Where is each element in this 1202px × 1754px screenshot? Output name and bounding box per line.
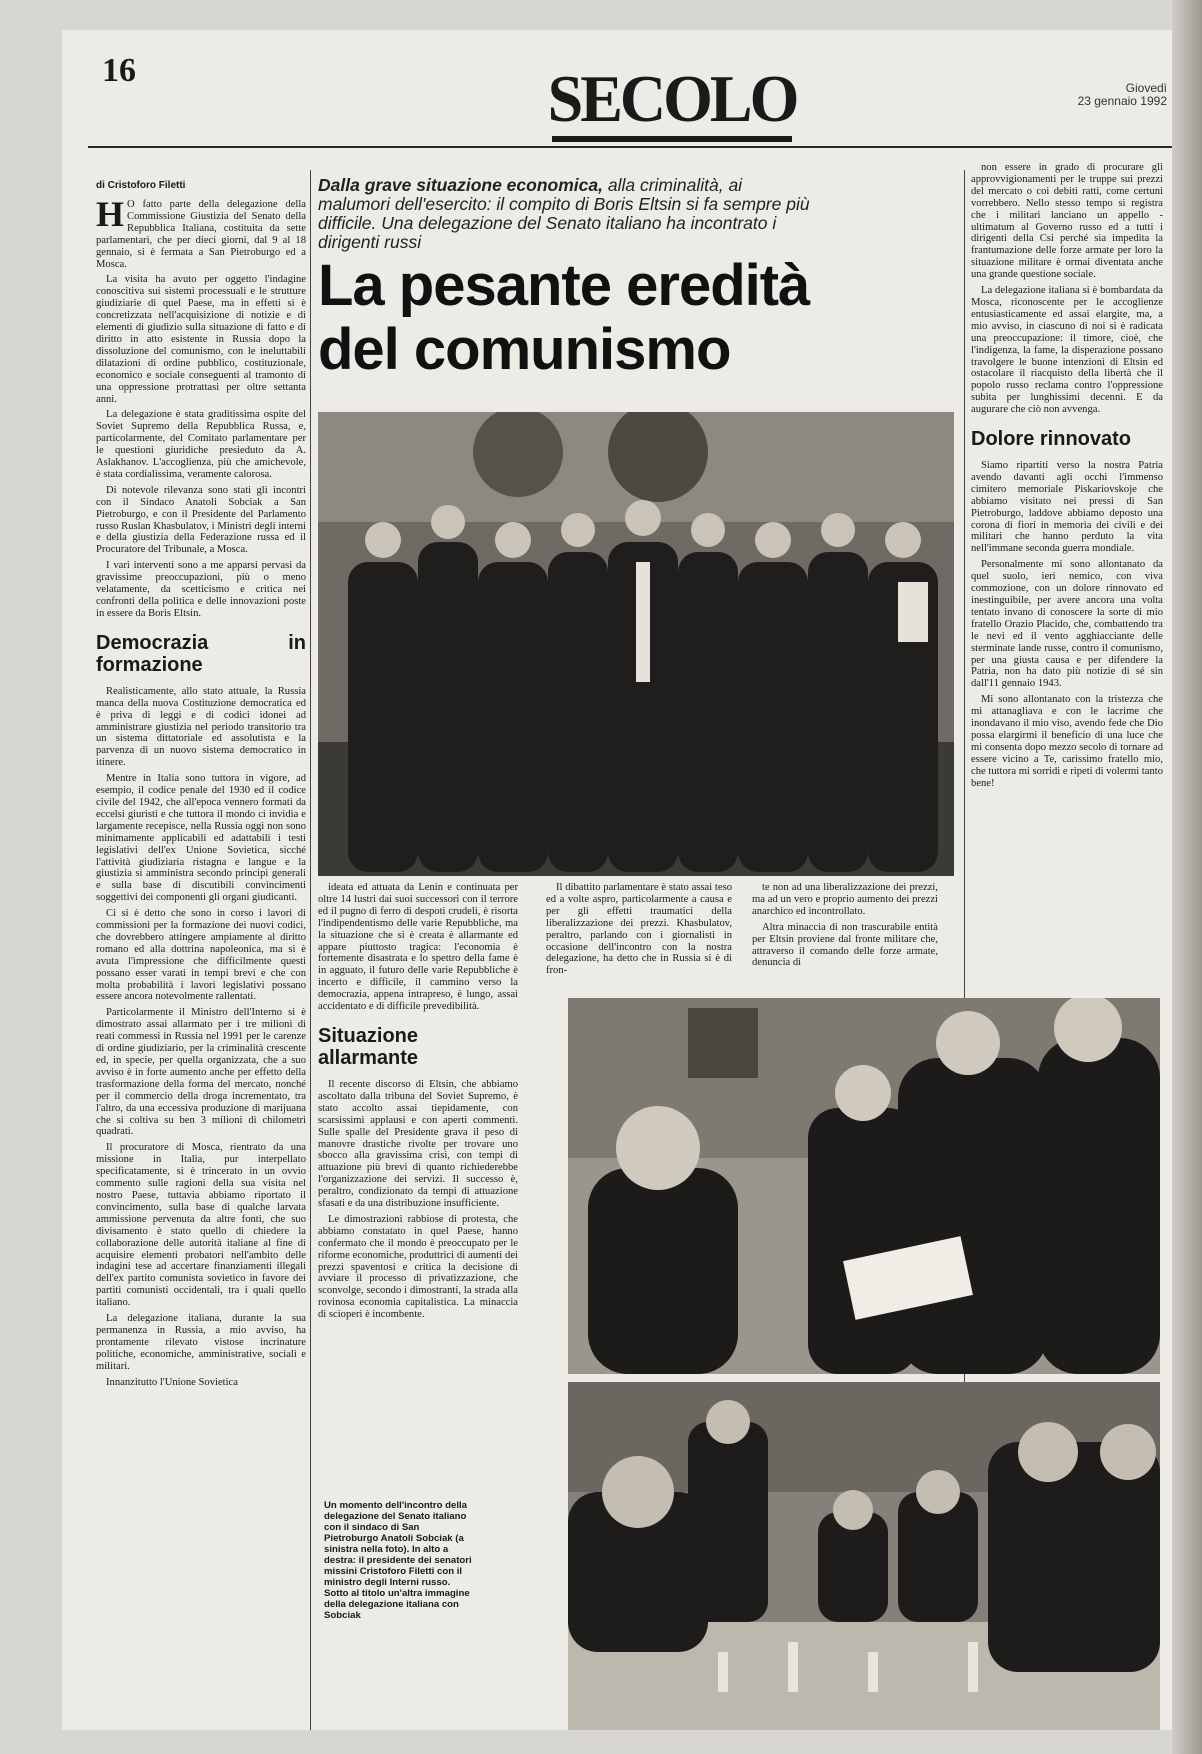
paragraph: Siamo ripartiti verso la nostra Patria avendo davanti agli occhi l'immenso cimitero memoriale Piskariovskoje che abbiamo visitato nei pressi di San Pietroburgo, laddove abbiamo deposto una corona di fiori in memoria dei civili e dei militari che hanno perduto la vita nell'immane seconda guerra mondiale. — [971, 460, 1163, 555]
paragraph: Realisticamente, allo stato attuale, la Russia manca della nuova Costituzione democratica ed è priva di leggi e di codici idonei ad amministrare giustizia nel periodo transitorio tra un sistema dittatoriale ed assolutista e la parvenza di un nuovo sistema democratico in itinere. — [96, 685, 306, 769]
right-column — [971, 162, 1163, 794]
mid-column-2 — [546, 882, 732, 981]
subhead-democrazia: Democrazia in formazione — [96, 631, 306, 676]
paragraph: Il dibattito parlamentare è stato assai teso ed a volte aspro, particolarmente a causa e per gli effetti traumatici della liberalizzazione dei prezzi. Khasbulatov, peraltro, parlando con i giornalisti in occasione dell'incontro con la nostra delegazione, ha detto che in Russia si è di fron- — [546, 882, 732, 977]
left-paragraphs — [96, 194, 306, 620]
issue-day: Giovedì — [1125, 81, 1167, 95]
binding-shadow — [1172, 0, 1202, 1754]
deck-bold: Dalla grave situazione economica, — [318, 175, 603, 195]
right-paragraphs-2 — [971, 460, 1163, 789]
paragraph: te non ad una liberalizzazione dei prezzi, ma ad un vero e proprio aumento dei prezzi anarchico ed incontrollato. — [752, 882, 938, 917]
photo-delegation-group — [318, 412, 954, 876]
issue-date-text: 23 gennaio 1992 — [1077, 94, 1167, 108]
paragraph: La delegazione italiana si è bombardata da Mosca, riconoscente per le accoglienze entusiasticamente ed assai elargite, ma, a mio avviso, in ciascuno di noi si è radicata una preoccupazione: il timore, cioè, che l'indigenza, la fame, la disperazione possano travolgere le buone intenzioni di Eltsin ed ostacolare il riacquisto della libertà che il popolo russo reclama contro l'oppressione subita per lunghissimi decenni. E da augurare che ciò non avvenga. — [971, 285, 1163, 416]
paragraph: Personalmente mi sono allontanato da quel suolo, ieri nemico, con viva commozione, con un dolore rinnovato ed inestinguibile, per avere ancora una volta tentato invano di conoscere la sorte di mio fratello Orazio Placido, che, combattendo tra le nevi ed il vento agghiacciante delle sterminate lande russe, contro il comunismo, per una giusta causa e per difendere la Patria, non ha dato più notizie di sé sin dall'11 gennaio 1943. — [971, 559, 1163, 690]
paragraph: Mentre in Italia sono tuttora in vigore, ad esempio, il codice penale del 1930 ed il codice civile del 1942, che all'epoca vennero formati da eccelsi giuristi e che tuttora il mondo ci invidia e largamente recepisce, nella Russia oggi non sono minimamente applicabili ed adattabili i testi legislativi dell'ex Unione Sovietica, sicché l'attività giudiziaria ristagna e langue e la giustizia si amministra secondo principi generali e sulla base di discutibili convincimenti soggettivi dei componenti gli organi giudicanti. — [96, 773, 306, 904]
paragraph: La delegazione italiana, durante la sua permanenza in Russia, a mio avviso, ha prontamente rilevato vistose incrinature politiche, economiche, amministrative, sociali e militari. — [96, 1313, 306, 1372]
drop-cap: H — [96, 194, 125, 234]
paragraph: O fatto parte della delegazione della Commissione Giustizia del Senato della Repubblica Italiana, costituita da sette parlamentari, che per dieci giorni, dal 9 al 18 gennaio, si è fermata a San Pietroburgo ed a Mosca. — [96, 199, 306, 270]
headline: La pesante eredità del comunismo — [318, 253, 810, 382]
paragraph: Le dimostrazioni rabbiose di protesta, che abbiamo constatato in quel Paese, hanno confermato che il mondo è preoccupato per le riforme economiche, produttrici di aumenti dei prezzi spaventosi e critica la decisione di avviare il processo di privatizzazione, che sconvolge, secondo i dimostranti, la strada alla rovinosa economia capitalistica. La minaccia di scioperi è incombente. — [318, 1213, 518, 1321]
newspaper-page — [62, 30, 1172, 1730]
page-number: 16 — [102, 52, 136, 89]
subhead-situazione: Situazione allarmante — [318, 1024, 419, 1069]
left-paragraphs-2 — [96, 686, 306, 1389]
photo-meeting-table — [568, 1382, 1160, 1730]
mid-paragraphs-1 — [318, 882, 518, 1013]
mid-paragraphs-1b — [318, 1079, 518, 1321]
mid-paragraphs-2 — [546, 882, 732, 977]
paragraph: Innanzitutto l'Unione Sovietica — [106, 1376, 238, 1388]
mid-column-3 — [752, 882, 938, 973]
paragraph: Il recente discorso di Eltsin, che abbiamo ascoltato dalla tribuna del Soviet Supremo, è stato accolto assai tiepidamente, con scarsissimi applausi e con aperti commenti. Sulle spalle del Presidente grava il peso di manovre drastiche rivolte per trovare uno sbocco alla gravissima crisi, con tempi di attuazione più brevi di quanto richiederebbe l'organizzazione dei servizi. Il successo è, peraltro, condizionato da tempi di attuazione sfasati e da una distribuzione insufficiente. — [318, 1078, 518, 1210]
masthead-logo: SECOLO — [547, 61, 797, 136]
paragraph: I vari interventi sono a me apparsi pervasi da gravissime preoccupazioni, più o meno velatamente, da scetticismo e critica nei confronti della politica e delle innovazioni poste in essere da Boris Eltsin. — [96, 560, 306, 619]
photo-handshake — [568, 998, 1160, 1374]
mid-column-1 — [318, 882, 518, 1325]
left-column — [96, 180, 306, 1392]
column-rule-1 — [310, 170, 311, 1730]
deck — [318, 176, 818, 252]
mid-paragraphs-3 — [752, 882, 938, 969]
subhead-dolore: Dolore rinnovato — [971, 428, 1132, 451]
paragraph: Il procuratore di Mosca, rientrato da una missione in Italia, pur interpellato specificatamente, si è trincerato in un ovvio commento sulle ragioni della sua visita nel nostro Paese, tuttavia abbiamo riportato il convincimento, sulla base di qualche larvata ammissione pervenuta da altre fonti, che suo divisamento è stato quello di chiedere la collaborazione delle autorità italiane al fine di acquisire elementi probatori nell'ambito delle indagini tese ad accertare finanziamenti illegali dell'ex partito comunista sovietico in favore dei partiti comunisti occidentali, tra i quali quello italiano. — [96, 1142, 306, 1309]
paragraph: La visita ha avuto per oggetto l'indagine conoscitiva sui sistemi processuali e le strutture giudiziarie di quel Paese, ma in effetti si è concretizzata nell'acquisizione di notizie e di elementi di giudizio sulla situazione di fatto e di diritto in atto esistente in Russia dopo la dissoluzione del comunismo, con le ineluttabili dilatazioni di ordine pubblico, costituzionale, economico e sociale conseguenti al tramonto di una oppressione protrattasi per oltre settanta anni. — [96, 274, 306, 405]
paragraph: ideata ed attuata da Lenin e continuata per oltre 14 lustri dai suoi successori con il terrore ed il pugno di ferro di despoti crudeli, è risorta l'indipendentismo delle varie Repubbliche, ma la situazione che si è creata è allarmante ed appare piuttosto tragica: l'economia è fortemente disastrata e lo spettro della fame è in agguato, il futuro delle varie Repubbliche è incerto e difficile, il cammino verso la democrazia, appena intrapreso, è lungo, assai accidentato e di difficile prevedibilità. — [318, 882, 518, 1013]
photo-caption: Un momento dell'incontro della delegazione del Senato italiano con il sindaco di San Pietroburgo Anatoli Sobciak (a sinistra nella foto). In alto a destra: il presidente dei senatori missini Cristoforo Filetti con il ministro degli Interni russo. Sotto al titolo un'altra immagine della delegazione italiana con Sobciak — [324, 1500, 472, 1621]
masthead — [512, 62, 832, 142]
paragraph: La delegazione è stata graditissima ospite del Soviet Supremo della Repubblica Russa, e, particolarmente, del Comitato parlamentare per le questioni giuridiche presieduto da A. Aslakhanov. L'accoglienza, più che amichevole, è stata cordialissima, veramente calorosa. — [96, 409, 306, 480]
paragraph: non essere in grado di procurare gli approvvigionamenti per le truppe sui prezzi del mercato o coi debiti ratti, come certuni vorrebbero. Nello stesso tempo si registra che i militari lanciano un appello - ultimatum al Governo russo ed a tutti i dirigenti della Csi perché sia impedita la frantumazione delle forze armate per loro la situazione militare è ormai diventata anche una grande questione sociale. — [971, 162, 1163, 281]
deck-rest: alla criminalità, ai malumori dell'esercito: il compito di Boris Eltsin si fa sempre più difficile. Una delegazione del Senato italiano ha incontrato i dirigenti russi — [318, 175, 810, 252]
paragraph: Altra minaccia di non trascurabile entità per Eltsin proviene dal fronte militare che, attraverso il comando delle forze armate, denuncia di — [752, 921, 938, 969]
paragraph: Particolarmente il Ministro dell'Interno si è dimostrato assai allarmato per i tre milioni di reati commessi in Russia nel 1991 per le carenze di ordine giudiziario, per la criminalità crescente ed, in specie, per quella organizzata, che a suo avviso è in forte aumento anche per effetto della trasformazione della forma del mercato, nonché per il commercio della droga incrementato, tra l'altro, da una eccessiva produzione di marijuana che si coltiva su ben 3 milioni di chilometri quadrati. — [96, 1007, 306, 1138]
right-paragraphs — [971, 162, 1163, 416]
header-rule — [88, 146, 1172, 148]
paragraph: Mi sono allontanato con la tristezza che mi attanagliava e con le lacrime che inondavano il mio viso, avendo fede che Dio possa elargirmi il beneficio di una luce che mi consenta dopo mezzo secolo di tornare ad essere vicino a Te, carissimo fratello mio, che tuttora mi sorridi e ripeti di volermi tanto bene! — [971, 694, 1163, 789]
issue-date — [1057, 82, 1167, 108]
paragraph: Di notevole rilevanza sono stati gli incontri con il Sindaco Anatoli Sobciak a San Pietroburgo, e con il Presidente del Parlamento russo Ruslan Khasbulatov, i Ministri degli interni e della giustizia della Federazione russa ed il Procuratore del Tribunale, a Mosca. — [96, 484, 306, 556]
paragraph: Ci si è detto che sono in corso i lavori di commissioni per la formazione dei nuovi codici, che dovrebbero attingere ampiamente al diritto romano ed alla dottrina napoleonica, ma si è avuta l'impressione che difficilmente questi possano esser varati in tempi brevi e che con molta probabilità i lavori legislativi possano essere ancora notevolmente rallentati. — [96, 908, 306, 1003]
byline: di Cristoforo Filetti — [96, 180, 186, 191]
left-body — [96, 194, 306, 1388]
